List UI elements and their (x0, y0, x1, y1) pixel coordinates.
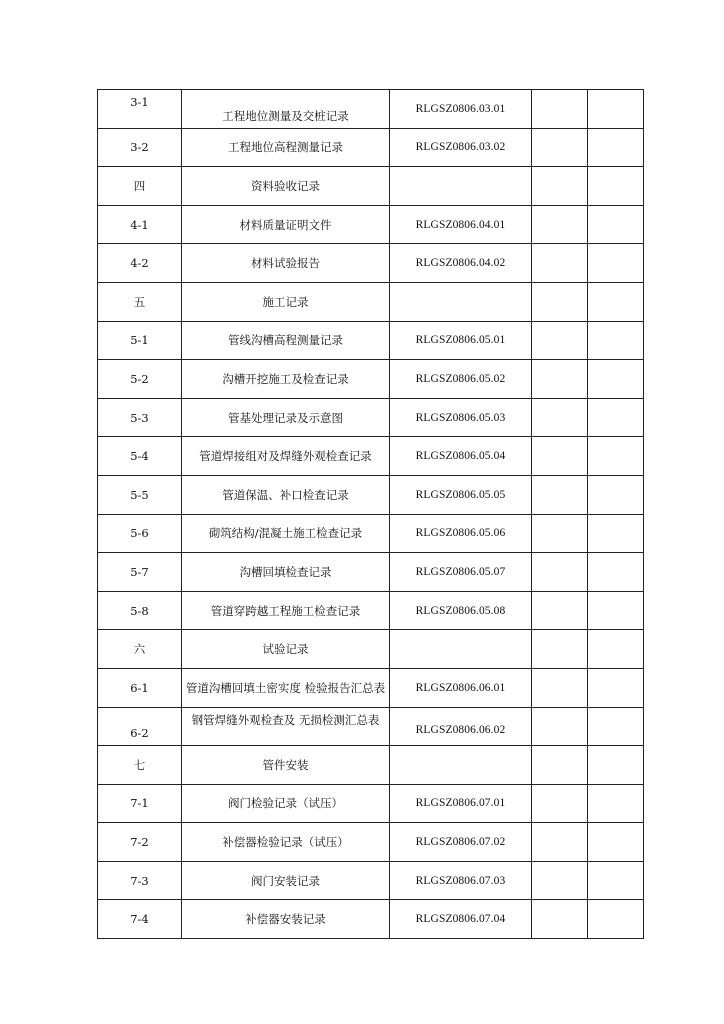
record-name-cell (182, 244, 390, 283)
blank-cell (588, 900, 644, 939)
record-name: 管件安装 (262, 757, 309, 772)
record-name-cell (182, 90, 390, 129)
table-row (98, 321, 644, 360)
table-row (98, 553, 644, 592)
row-number: 5-5 (130, 487, 149, 502)
record-name: 钢管焊缝外观检查及 无损检测汇总表 (191, 713, 380, 728)
record-code-cell (390, 475, 532, 514)
record-code-cell (390, 128, 532, 167)
record-code: RLGSZ0806.07.04 (415, 913, 506, 926)
blank-cell (588, 514, 644, 553)
row-number: 7-4 (130, 912, 149, 927)
blank-cell (588, 167, 644, 206)
row-number-cell (98, 668, 182, 707)
record-code: RLGSZ0806.06.02 (415, 724, 506, 737)
record-name: 试验记录 (262, 642, 309, 657)
row-number-cell (98, 707, 182, 746)
record-code: RLGSZ0806.06.01 (415, 681, 506, 694)
record-name-cell (182, 321, 390, 360)
blank-cell (532, 861, 588, 900)
record-name: 管线沟槽高程测量记录 (228, 333, 343, 348)
record-name-cell (182, 128, 390, 167)
table-row (98, 167, 644, 206)
row-number-cell (98, 398, 182, 437)
record-code-cell (390, 784, 532, 823)
record-name-cell (182, 823, 390, 862)
blank-cell (588, 746, 644, 785)
row-number-cell (98, 167, 182, 206)
row-number: 六 (133, 642, 146, 657)
row-number-cell (98, 861, 182, 900)
row-number-cell (98, 128, 182, 167)
record-code: RLGSZ0806.05.02 (415, 372, 506, 385)
records-table-body (98, 90, 644, 939)
record-name-cell (182, 630, 390, 669)
record-name: 砌筑结构/混凝土施工检查记录 (208, 526, 363, 541)
record-name: 管道沟槽回填土密实度 检验报告汇总表 (185, 680, 386, 695)
table-row (98, 707, 644, 746)
record-name: 工程地位测量及交桩记录 (222, 108, 349, 123)
blank-cell (588, 437, 644, 476)
record-name: 材料质量证明文件 (239, 217, 332, 232)
table-row (98, 205, 644, 244)
record-name-cell (182, 514, 390, 553)
table-row (98, 128, 644, 167)
record-name: 管道保温、补口检查记录 (222, 487, 349, 502)
blank-cell (588, 475, 644, 514)
record-code: RLGSZ0806.05.05 (415, 488, 506, 501)
row-number: 4-2 (130, 256, 149, 271)
record-code: RLGSZ0806.03.01 (415, 102, 506, 115)
record-name: 工程地位高程测量记录 (228, 140, 343, 155)
record-name-cell (182, 282, 390, 321)
row-number: 5-6 (130, 526, 149, 541)
record-code-cell (390, 167, 532, 206)
record-code: RLGSZ0806.05.06 (415, 527, 506, 540)
record-code: RLGSZ0806.07.03 (415, 874, 506, 887)
record-code-cell (390, 321, 532, 360)
row-number-cell (98, 823, 182, 862)
record-name: 阀门检验记录（试压） (228, 796, 343, 811)
blank-cell (588, 784, 644, 823)
record-code-cell (390, 360, 532, 399)
record-code-cell (390, 398, 532, 437)
table-row (98, 784, 644, 823)
table-row (98, 591, 644, 630)
record-code-cell (390, 823, 532, 862)
blank-cell (532, 360, 588, 399)
blank-cell (532, 244, 588, 283)
row-number-cell (98, 475, 182, 514)
record-code: RLGSZ0806.05.07 (415, 565, 506, 578)
table-row (98, 244, 644, 283)
blank-cell (532, 90, 588, 129)
row-number-cell (98, 244, 182, 283)
blank-cell (588, 553, 644, 592)
record-name-cell (182, 167, 390, 206)
record-name-cell (182, 861, 390, 900)
blank-cell (588, 707, 644, 746)
record-code-cell (390, 553, 532, 592)
row-number: 4-1 (130, 217, 149, 232)
row-number-cell (98, 360, 182, 399)
blank-cell (588, 360, 644, 399)
row-number-cell (98, 900, 182, 939)
record-name-cell (182, 668, 390, 707)
blank-cell (588, 205, 644, 244)
blank-cell (532, 128, 588, 167)
table-row (98, 746, 644, 785)
blank-cell (532, 321, 588, 360)
row-number: 3-1 (130, 94, 149, 109)
record-code-cell (390, 244, 532, 283)
blank-cell (588, 398, 644, 437)
blank-cell (532, 282, 588, 321)
table-row (98, 823, 644, 862)
record-name-cell (182, 553, 390, 592)
blank-cell (588, 128, 644, 167)
record-code: RLGSZ0806.05.01 (415, 334, 506, 347)
blank-cell (532, 205, 588, 244)
blank-cell (588, 861, 644, 900)
record-name: 补偿器检验记录（试压） (222, 835, 349, 850)
row-number-cell (98, 630, 182, 669)
record-code: RLGSZ0806.07.01 (415, 797, 506, 810)
record-name-cell (182, 746, 390, 785)
row-number: 5-2 (130, 371, 149, 386)
record-name-cell (182, 205, 390, 244)
blank-cell (588, 321, 644, 360)
blank-cell (532, 823, 588, 862)
record-code-cell (390, 861, 532, 900)
record-code: RLGSZ0806.05.04 (415, 450, 506, 463)
table-row (98, 900, 644, 939)
blank-cell (532, 630, 588, 669)
table-row (98, 668, 644, 707)
row-number-cell (98, 321, 182, 360)
record-code-cell (390, 437, 532, 476)
row-number: 四 (133, 178, 146, 193)
record-name-cell (182, 475, 390, 514)
records-table (97, 89, 644, 939)
blank-cell (532, 398, 588, 437)
record-name: 沟槽回填检查记录 (239, 564, 332, 579)
table-row (98, 630, 644, 669)
record-name: 管基处理记录及示意图 (228, 410, 343, 425)
record-name: 阀门安装记录 (251, 873, 320, 888)
row-number-cell (98, 205, 182, 244)
table-row (98, 437, 644, 476)
blank-cell (588, 244, 644, 283)
row-number: 5-3 (130, 410, 149, 425)
row-number: 5-4 (130, 449, 149, 464)
blank-cell (588, 668, 644, 707)
row-number: 七 (133, 757, 146, 772)
table-row (98, 514, 644, 553)
row-number: 7-3 (130, 873, 149, 888)
record-name: 沟槽开挖施工及检查记录 (222, 371, 349, 386)
record-code-cell (390, 707, 532, 746)
blank-cell (532, 707, 588, 746)
blank-cell (588, 591, 644, 630)
row-number-cell (98, 784, 182, 823)
record-code: RLGSZ0806.07.02 (415, 836, 506, 849)
record-code-cell (390, 900, 532, 939)
row-number-cell (98, 282, 182, 321)
blank-cell (588, 90, 644, 129)
table-row (98, 90, 644, 129)
record-name-cell (182, 900, 390, 939)
row-number: 3-2 (130, 140, 149, 155)
record-code-cell (390, 205, 532, 244)
blank-cell (532, 553, 588, 592)
record-name: 管道穿跨越工程施工检查记录 (210, 603, 361, 618)
record-code: RLGSZ0806.05.03 (415, 411, 506, 424)
row-number: 5-8 (130, 603, 149, 618)
record-code: RLGSZ0806.04.01 (415, 218, 506, 231)
record-code-cell (390, 90, 532, 129)
table-row (98, 398, 644, 437)
blank-cell (532, 591, 588, 630)
blank-cell (532, 900, 588, 939)
blank-cell (532, 746, 588, 785)
record-code-cell (390, 746, 532, 785)
record-code-cell (390, 514, 532, 553)
record-code: RLGSZ0806.05.08 (415, 604, 506, 617)
blank-cell (532, 475, 588, 514)
record-code-cell (390, 591, 532, 630)
record-code: RLGSZ0806.04.02 (415, 257, 506, 270)
row-number-cell (98, 437, 182, 476)
record-code-cell (390, 630, 532, 669)
table-row (98, 282, 644, 321)
table-row (98, 861, 644, 900)
table-row (98, 475, 644, 514)
record-name: 补偿器安装记录 (245, 912, 326, 927)
row-number-cell (98, 591, 182, 630)
blank-cell (532, 514, 588, 553)
record-code-cell (390, 668, 532, 707)
record-name: 管道焊接组对及焊缝外观检查记录 (199, 449, 372, 464)
blank-cell (532, 437, 588, 476)
row-number: 五 (133, 294, 146, 309)
row-number: 5-1 (130, 333, 149, 348)
blank-cell (532, 167, 588, 206)
row-number: 5-7 (130, 564, 149, 579)
row-number-cell (98, 553, 182, 592)
blank-cell (588, 823, 644, 862)
record-name-cell (182, 437, 390, 476)
record-name: 材料试验报告 (251, 256, 320, 271)
record-code: RLGSZ0806.03.02 (415, 141, 506, 154)
blank-cell (532, 784, 588, 823)
record-code-cell (390, 282, 532, 321)
record-name-cell (182, 360, 390, 399)
blank-cell (532, 668, 588, 707)
row-number-cell (98, 746, 182, 785)
record-name-cell (182, 784, 390, 823)
record-name-cell (182, 707, 390, 746)
record-name: 资料验收记录 (251, 178, 320, 193)
table-row (98, 360, 644, 399)
row-number: 6-2 (130, 726, 149, 741)
blank-cell (588, 630, 644, 669)
row-number: 7-2 (130, 835, 149, 850)
record-name-cell (182, 591, 390, 630)
record-name: 施工记录 (262, 294, 309, 309)
blank-cell (588, 282, 644, 321)
row-number-cell (98, 90, 182, 129)
row-number: 7-1 (130, 796, 149, 811)
record-name-cell (182, 398, 390, 437)
row-number: 6-1 (130, 680, 149, 695)
row-number-cell (98, 514, 182, 553)
